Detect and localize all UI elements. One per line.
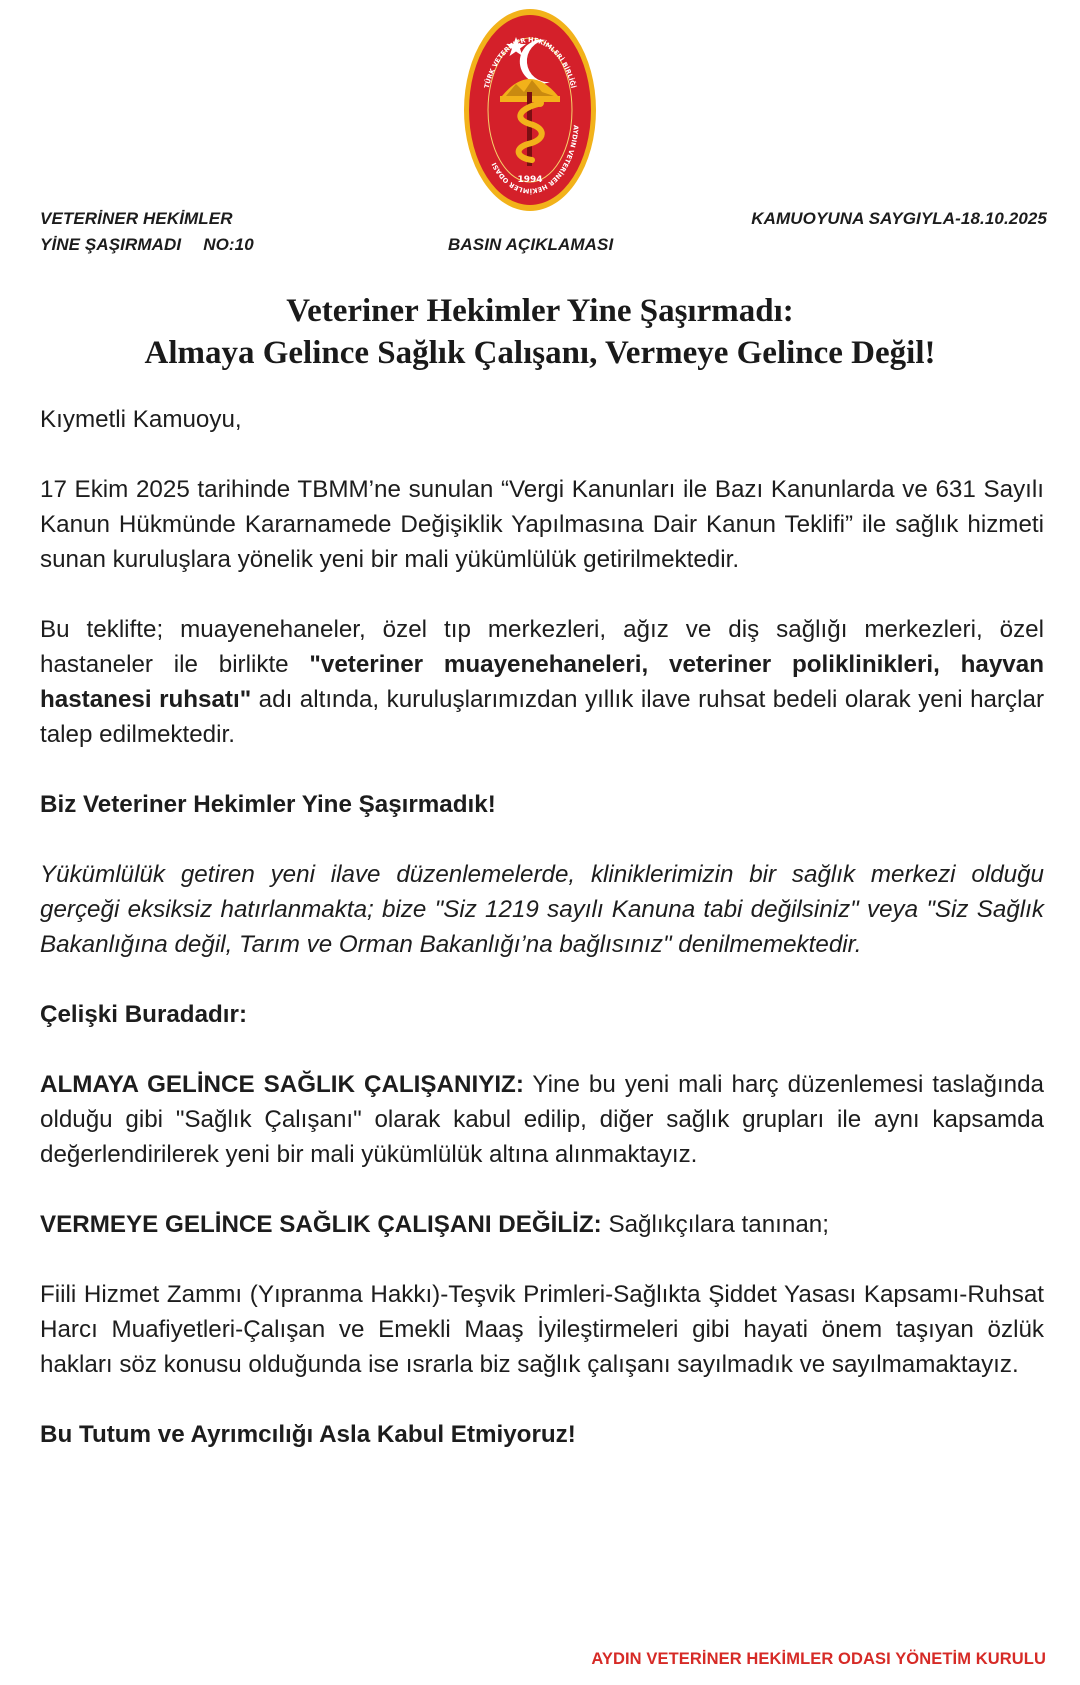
paragraph-2-emphasis: "veteriner muayenehaneleri, veteriner poliklinikleri, hayvan hastanesi ruhsatı" bbox=[40, 651, 1044, 713]
salutation: Kıymetli Kamuoyu, bbox=[40, 406, 242, 433]
paragraph-5 bbox=[40, 1207, 1044, 1242]
paragraph-4 bbox=[40, 1067, 1044, 1172]
header-left-block bbox=[40, 206, 254, 258]
paragraph-3: Yükümlülük getiren yeni ilave düzenlemelerde, kliniklerimizin bir sağlık merkezi olduğu gerçeği eksiksiz hatırlanmakta; bize "Siz 1219 sayılı Kanuna tabi değilsiniz" veya "Siz Sağlık Bakanlığına değil, Tarım ve Orman Bakanlığı’na bağlısınız" denilmemektedir. bbox=[40, 861, 1044, 958]
header-left-subtitle: YİNE ŞAŞIRMADI bbox=[40, 235, 182, 254]
title-line-2: Almaya Gelince Sağlık Çalışanı, Vermeye Gelince Değil! bbox=[144, 335, 936, 371]
header-left-line2 bbox=[40, 232, 254, 258]
header-date: KAMUOYUNA SAYGIYLA-18.10.2025 bbox=[751, 209, 1047, 228]
paragraph-5-lead: VERMEYE GELİNCE SAĞLIK ÇALIŞANI DEĞİLİZ: bbox=[40, 1211, 602, 1238]
header-left-line1: VETERİNER HEKİMLER bbox=[40, 209, 233, 228]
closing-statement: Bu Tutum ve Ayrımcılığı Asla Kabul Etmiyoruz! bbox=[40, 1421, 576, 1448]
paragraph-6: Fiili Hizmet Zammı (Yıpranma Hakkı)-Teşvik Primleri-Sağlıkta Şiddet Yasası Kapsamı-Ruhsat Harcı Muafiyetleri-Çalışan ve Emekli Maaş İyileştirmeleri gibi hayati önem taşıyan özlük hakları söz konusu olduğunda ise ısrarla biz sağlık çalışanı sayılmadık ve sayılmamaktayız. bbox=[40, 1281, 1044, 1378]
paragraph-1: 17 Ekim 2025 tarihinde TBMM’ne sunulan “Vergi Kanunları ile Bazı Kanunlarda ve 631 Sayılı Kanun Hükmünde Kararnamede Değişiklik Yapılmasına Dair Kanun Teklifi” ile sağlık hizmeti sunan kuruluşlara yönelik yeni bir mali yükümlülük getirilmektedir. bbox=[40, 476, 1044, 573]
chamber-logo-emblem bbox=[458, 4, 602, 218]
heading-2: Çelişki Buradadır: bbox=[40, 1001, 247, 1028]
paragraph-2-text-a: Bu teklifte; muayenehaneler, özel tıp merkezleri, ağız ve diş sağlığı merkezleri, özel hastaneler ile birlikte bbox=[40, 616, 1044, 678]
page-title bbox=[40, 290, 1040, 374]
header-document-type: BASIN AÇIKLAMASI bbox=[448, 235, 614, 254]
press-release-body bbox=[40, 402, 1044, 1487]
heading-1: Biz Veteriner Hekimler Yine Şaşırmadık! bbox=[40, 791, 496, 818]
paragraph-2 bbox=[40, 612, 1044, 752]
paragraph-4-text: Yine bu yeni mali harç düzenlemesi taslağında olduğu gibi "Sağlık Çalışanı" olarak kabul edilip, diğer sağlık grupları ile aynı kapsamda değerlendirilerek yeni bir mali yükümlülük altına alınmaktayız. bbox=[40, 1071, 1044, 1168]
svg-text:TÜRK VETERİNER HEKİMLERİ BİRLİ: TÜRK VETERİNER HEKİMLERİ BİRLİĞİ bbox=[482, 35, 578, 90]
paragraph-5-text: Sağlıkçılara tanınan; bbox=[601, 1211, 829, 1238]
svg-text:1994: 1994 bbox=[517, 175, 543, 185]
paragraph-4-lead: ALMAYA GELİNCE SAĞLIK ÇALIŞANIYIZ: bbox=[40, 1071, 524, 1098]
paragraph-2-text-b: adı altında, kuruluşlarımızdan yıllık ilave ruhsat bedeli olarak yeni harçlar talep edilmektedir. bbox=[40, 686, 1044, 748]
title-line-1: Veteriner Hekimler Yine Şaşırmadı: bbox=[286, 293, 794, 329]
svg-text:AYDIN VETERİNER HEKİMLER ODASI: AYDIN VETERİNER HEKİMLER ODASI bbox=[490, 124, 580, 195]
issue-number: NO:10 bbox=[203, 235, 254, 254]
signature-board: AYDIN VETERİNER HEKİMLER ODASI YÖNETİM KURULU bbox=[591, 1650, 1046, 1668]
